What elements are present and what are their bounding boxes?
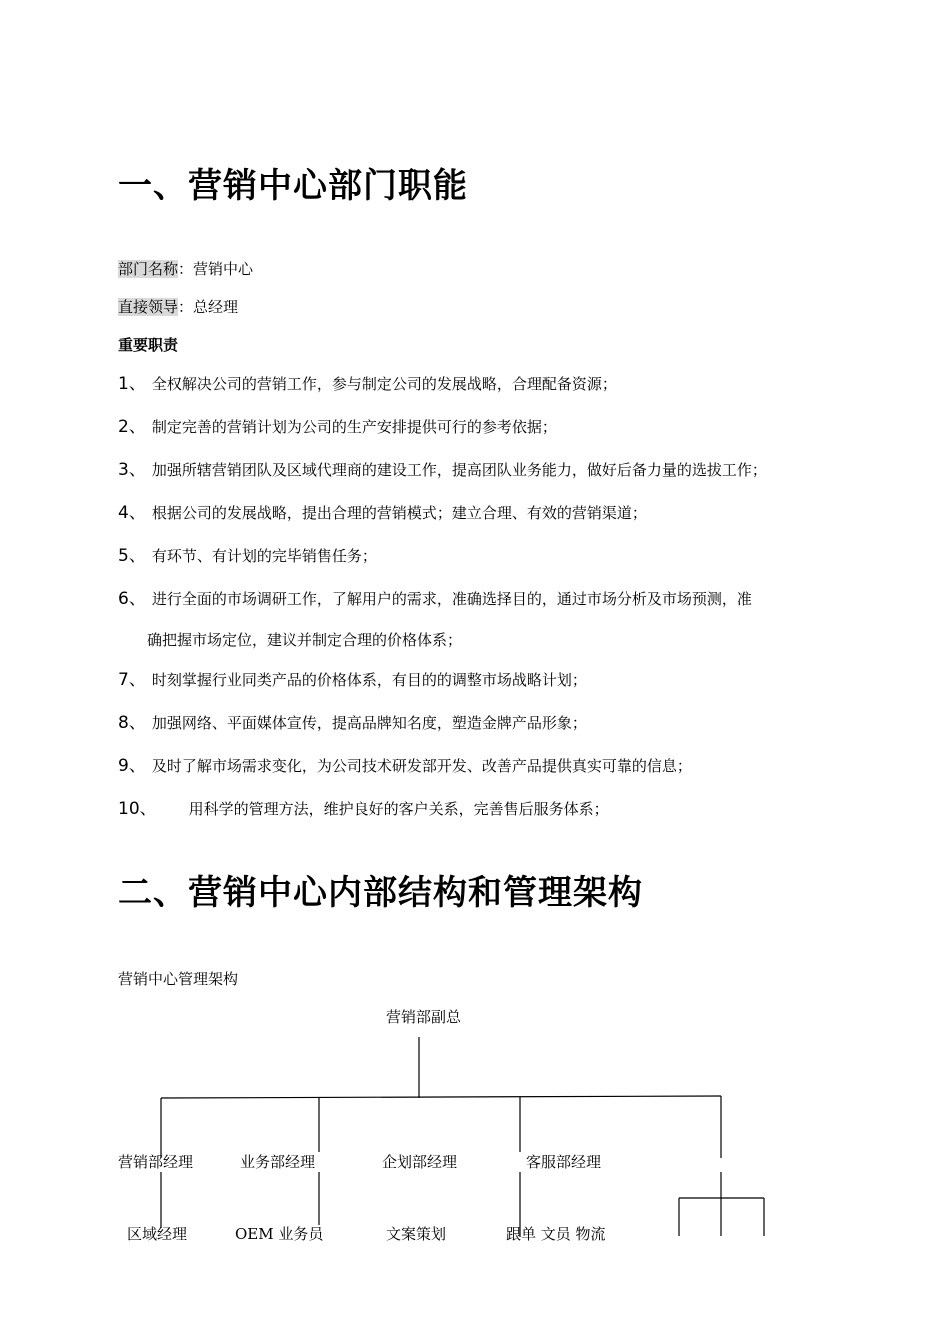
duty-number: 7、 xyxy=(118,670,146,690)
duty-number: 10、 xyxy=(118,799,157,819)
duty-number: 4、 xyxy=(118,503,146,523)
org-chart-title: 营销中心管理架构 xyxy=(118,970,239,988)
duty-number: 2、 xyxy=(118,417,146,437)
section-2-title: 二、营销中心内部结构和管理架构 xyxy=(118,873,643,913)
department-name-label: 部门名称 xyxy=(118,260,179,278)
duty-number: 5、 xyxy=(118,546,146,566)
duty-continuation: 确把握市场定位，建议并制定合理的价格体系； xyxy=(147,631,463,649)
duty-text: 进行全面的市场调研工作，了解用户的需求，准确选择目的，通过市场分析及市场预测，准 xyxy=(151,590,752,608)
org-node-staff: 文案策划 xyxy=(386,1225,447,1243)
duty-text: 加强网络、平面媒体宣传，提高品牌知名度，塑造金牌产品形象； xyxy=(151,714,587,732)
org-node-staff: OEM 业务员 xyxy=(235,1225,324,1243)
duty-text: 制定完善的营销计划为公司的生产安排提供可行的参考依据； xyxy=(151,418,557,436)
duty-text: 根据公司的发展战略，提出合理的营销模式；建立合理、有效的营销渠道； xyxy=(151,504,647,522)
org-node-manager: 企划部经理 xyxy=(382,1153,458,1171)
org-node-manager: 业务部经理 xyxy=(240,1153,316,1171)
org-node-vp: 营销部副总 xyxy=(386,1008,462,1026)
duty-text: 时刻掌握行业同类产品的价格体系，有目的的调整市场战略计划； xyxy=(151,671,587,689)
duty-number: 3、 xyxy=(118,460,146,480)
duty-text: 有环节、有计划的完毕销售任务； xyxy=(151,547,377,565)
duty-text: 及时了解市场需求变化，为公司技术研发部开发、改善产品提供真实可靠的信息； xyxy=(151,757,692,775)
direct-leader-label: 直接领导 xyxy=(118,298,179,316)
duty-number: 1、 xyxy=(118,374,146,394)
duty-number: 8、 xyxy=(118,713,146,733)
duty-text: 全权解决公司的营销工作，参与制定公司的发展战略，合理配备资源； xyxy=(151,375,617,393)
duty-text: 加强所辖营销团队及区域代理商的建设工作，提高团队业务能力，做好后备力量的选拔工作； xyxy=(151,461,767,479)
org-node-manager: 客服部经理 xyxy=(526,1153,602,1171)
connector-line xyxy=(161,1096,721,1098)
org-node-staff: 跟单 文员 物流 xyxy=(506,1225,606,1243)
direct-leader-value: ：总经理 xyxy=(178,298,239,316)
org-node-staff: 区域经理 xyxy=(127,1225,188,1243)
duty-text: 用科学的管理方法，维护良好的客户关系，完善售后服务体系； xyxy=(188,800,609,818)
duty-number: 9、 xyxy=(118,756,146,776)
duty-number: 6、 xyxy=(118,589,146,609)
section-1-title: 一、营销中心部门职能 xyxy=(118,166,468,206)
org-node-manager: 营销部经理 xyxy=(118,1153,194,1171)
department-name-value: ：营销中心 xyxy=(178,260,254,278)
duties-heading: 重要职责 xyxy=(118,336,179,354)
